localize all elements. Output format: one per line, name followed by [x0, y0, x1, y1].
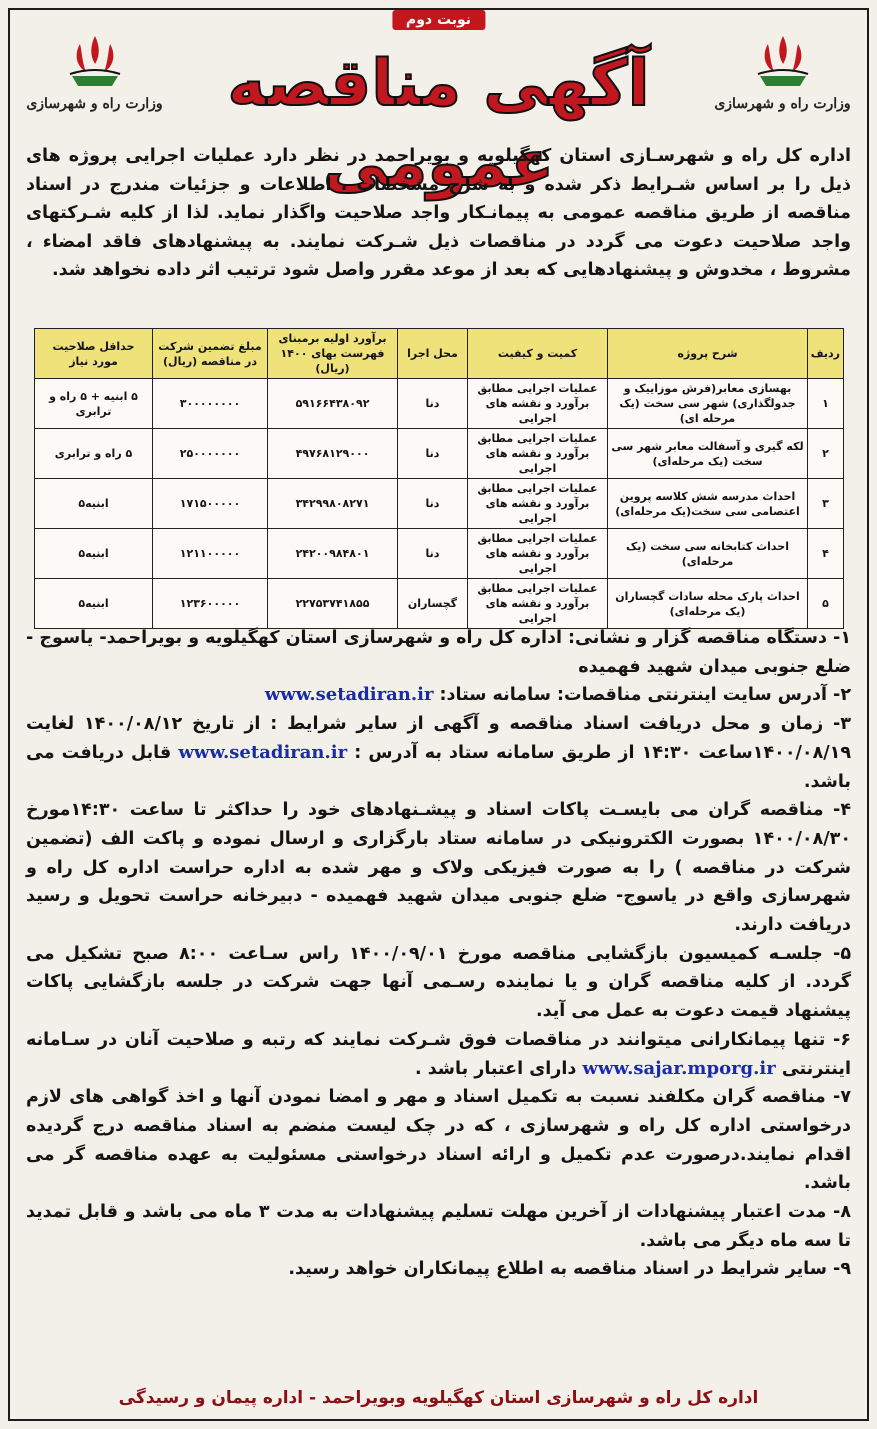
table-row [35, 379, 844, 429]
cell-quantity-quality: عملیات اجرایی مطابق برآورد و نقشه های اجرایی [468, 429, 608, 479]
cell-estimate: ۲۴۲۰۰۹۸۴۸۰۱ [268, 529, 398, 579]
condition-item: ۶- تنها پیمانکارانی میتوانند در مناقصات فوق شـرکت نمایند که رتبه و صلاحیت آنان در سـامانه اینترنتی www.sajar.mporg.ir دارای اعتبار باشد . [26, 1029, 851, 1079]
condition-item: ۸- مدت اعتبار پیشنهادات از آخرین مهلت تسلیم پیشنهادات به مدت ۳ ماه می باشد و قابل تمدید تا سه ماه دیگر می باشد. [26, 1202, 852, 1251]
header-qualification: حداقل صلاحیت مورد نیاز [35, 329, 153, 379]
header-guarantee: مبلغ تضمین شرکت در مناقصه (ریال) [153, 329, 268, 379]
cell-row-number: ۳ [808, 479, 844, 529]
setad-link[interactable]: www.setadiran.ir [178, 741, 348, 763]
cell-project-description: احداث کتابخانه سی سخت (یک مرحله‌ای) [608, 529, 808, 579]
ministry-logo-left [22, 30, 167, 112]
cell-quantity-quality: عملیات اجرایی مطابق برآورد و نقشه های اجرایی [468, 579, 608, 629]
cell-guarantee: ۱۲۱۱۰۰۰۰۰ [153, 529, 268, 579]
cell-project-description: احداث پارک محله سادات گچساران (یک مرحله‌ای) [608, 579, 808, 629]
cell-quantity-quality: عملیات اجرایی مطابق برآورد و نقشه های اجرایی [468, 379, 608, 429]
table-header-row [35, 329, 844, 379]
cell-estimate: ۳۴۲۹۹۸۰۸۲۷۱ [268, 479, 398, 529]
header-row-number: ردیف [808, 329, 844, 379]
cell-row-number: ۲ [808, 429, 844, 479]
issuer-footer: اداره کل راه و شهرسازی استان کهگیلویه وبویراحمد - اداره پیمان و رسیدگی [118, 1388, 759, 1408]
cell-qualification: ۵ راه و ترابری [35, 429, 153, 479]
cell-estimate: ۵۹۱۶۶۴۳۸۰۹۲ [268, 379, 398, 429]
cell-guarantee: ۱۷۱۵۰۰۰۰۰ [153, 479, 268, 529]
table-row [35, 529, 844, 579]
condition-item: ۹- سایر شرایط در اسناد مناقصه به اطلاع پیمانکاران خواهد رسید. [288, 1259, 851, 1280]
cell-row-number: ۱ [808, 379, 844, 429]
cell-qualification: ابنیه۵ [35, 529, 153, 579]
conditions-list [26, 624, 851, 1284]
ministry-name-right: وزارت راه و شهرسازی [714, 96, 851, 112]
cell-project-description: بهسازی معابر(فرش موزاییک و جدولگذاری) شهر سی سخت (یک مرحله ای) [608, 379, 808, 429]
cell-location: دنا [398, 479, 468, 529]
emblem-icon [748, 30, 818, 90]
cell-estimate: ۲۲۷۵۳۷۴۱۸۵۵ [268, 579, 398, 629]
condition-item: ۷- مناقصه گران مکلفند نسبت به تکمیل اسناد و مهر و امضا نمودن آنها و اخذ گواهی های لازم درخواستی اداره کل راه و شهرسازی ، که در چک لیست منضم به اسناد مناقصه درج گردیده اقدام نمایند.درصورت عدم تکمیل و ارائه اسناد درخواستی مسئولیت به عهده مناقصه گر می باشد. [26, 1087, 851, 1194]
cell-guarantee: ۱۲۳۶۰۰۰۰۰ [153, 579, 268, 629]
cell-location: دنا [398, 529, 468, 579]
cell-qualification: ابنیه۵ [35, 479, 153, 529]
cell-row-number: ۴ [808, 529, 844, 579]
table-row [35, 429, 844, 479]
ministry-name-left: وزارت راه و شهرسازی [26, 96, 163, 112]
cell-location: دنا [398, 379, 468, 429]
tender-table [34, 328, 844, 629]
header-estimate: برآورد اولیه برمبنای فهرست بهای ۱۴۰۰ (ریال) [268, 329, 398, 379]
page-title: آگهی مناقصه عمومی [227, 47, 650, 201]
condition-item: ۴- مناقصه گران می بایسـت پاکات اسناد و پیشـنهادهای خود را حداکثر تا ساعت ۱۴:۳۰مورخ ۱۴۰۰/۰۸/۳۰ بصورت الکترونیکی در سامانه ستاد بارگزاری و ارسال نموده و پاکت الف (تضمین شرکت در مناقصه ) را به صورت فیزیکی ولاک و مهر شده به اداره حراست اداره کل راه و شهرسازی واقع در یاسوج- ضلع جنوبی میدان شهید فهمیده - دبیرخانه حراست تحویل و رسید دریافت دارند. [26, 800, 851, 936]
ministry-logo-right [710, 30, 855, 112]
cell-row-number: ۵ [808, 579, 844, 629]
table-row [35, 479, 844, 529]
header-project-description: شرح پروژه [608, 329, 808, 379]
condition-item: ۵- جلسـه کمیسیون بازگشایی مناقصه مورخ ۱۴۰۰/۰۹/۰۱ راس سـاعت ۸:۰۰ صبح تشکیل می گردد. از کلیه مناقصه گران و یا نماینده رسـمی آنها جهت شرکت در جلسه بازگشایی پاکات پیشنهاد قیمت دعوت به عمل می آید. [26, 943, 852, 1022]
cell-quantity-quality: عملیات اجرایی مطابق برآورد و نقشه های اجرایی [468, 529, 608, 579]
condition-item: ۲- آدرس سایت اینترنتی مناقصات: سامانه ستاد: www.setadiran.ir [264, 684, 851, 706]
cell-guarantee: ۳۰۰۰۰۰۰۰۰ [153, 379, 268, 429]
intro-paragraph: اداره کل راه و شهرسـازی استان کهگیلویه و بویراحمد در نظر دارد عملیات اجرایی پروژه های ذیل را بر اساس شـرایط ذکر شده و به شرح مشخصات ، اطلاعات و جزئیات مندرج در اسناد مناقصه از طریق مناقصه عمومی به پیمانـکار واجد صلاحیت واگذار نماید. لذا از کلیه شـرکتهای واجد صلاحیت دعوت می گردد در مناقصات ذیل شـرکت نمایند. به پیشنهادهای فاقد امضاء ، مشروط ، مخدوش و پیشنهادهایی که بعد از موعد مقرر واصل شود ترتیب اثر داده نخواهد شد. [26, 146, 851, 280]
round-badge: نوبت دوم [392, 10, 485, 30]
header-quantity-quality: کمیت و کیفیت [468, 329, 608, 379]
cell-location: دنا [398, 429, 468, 479]
table-row [35, 579, 844, 629]
condition-item: ۱- دستگاه مناقصه گزار و نشانی: اداره کل راه و شهرسازی استان کهگیلویه و بویراحمد- یاسوج - ضلع جنوبی میدان شهید فهمیده [26, 628, 851, 677]
emblem-icon [60, 30, 130, 90]
cell-project-description: احداث مدرسه شش کلاسه پروین اعتصامی سی سخت(یک مرحله‌ای) [608, 479, 808, 529]
cell-estimate: ۴۹۷۶۸۱۲۹۰۰۰ [268, 429, 398, 479]
cell-qualification: ابنیه۵ [35, 579, 153, 629]
setad-link[interactable]: www.setadiran.ir [264, 684, 434, 706]
cell-project-description: لکه گیری و آسفالت معابر شهر سی سخت (یک مرحله‌ای) [608, 429, 808, 479]
cell-qualification: ۵ ابنیه + ۵ راه و ترابری [35, 379, 153, 429]
header-location: محل اجرا [398, 329, 468, 379]
cell-location: گچساران [398, 579, 468, 629]
cell-guarantee: ۲۵۰۰۰۰۰۰۰ [153, 429, 268, 479]
sajar-link[interactable]: www.sajar.mporg.ir [582, 1057, 776, 1079]
condition-item: ۳- زمان و محل دریافت اسناد مناقصه و آگهی از سایر شرایط : از تاریخ ۱۴۰۰/۰۸/۱۲ لغایت ۱۴۰۰/۰۸/۱۹ساعت ۱۴:۳۰ از طریق سامانه ستاد به آدرس : www.setadiran.ir قابل دریافت می باشد. [26, 714, 852, 792]
cell-quantity-quality: عملیات اجرایی مطابق برآورد و نقشه های اجرایی [468, 479, 608, 529]
